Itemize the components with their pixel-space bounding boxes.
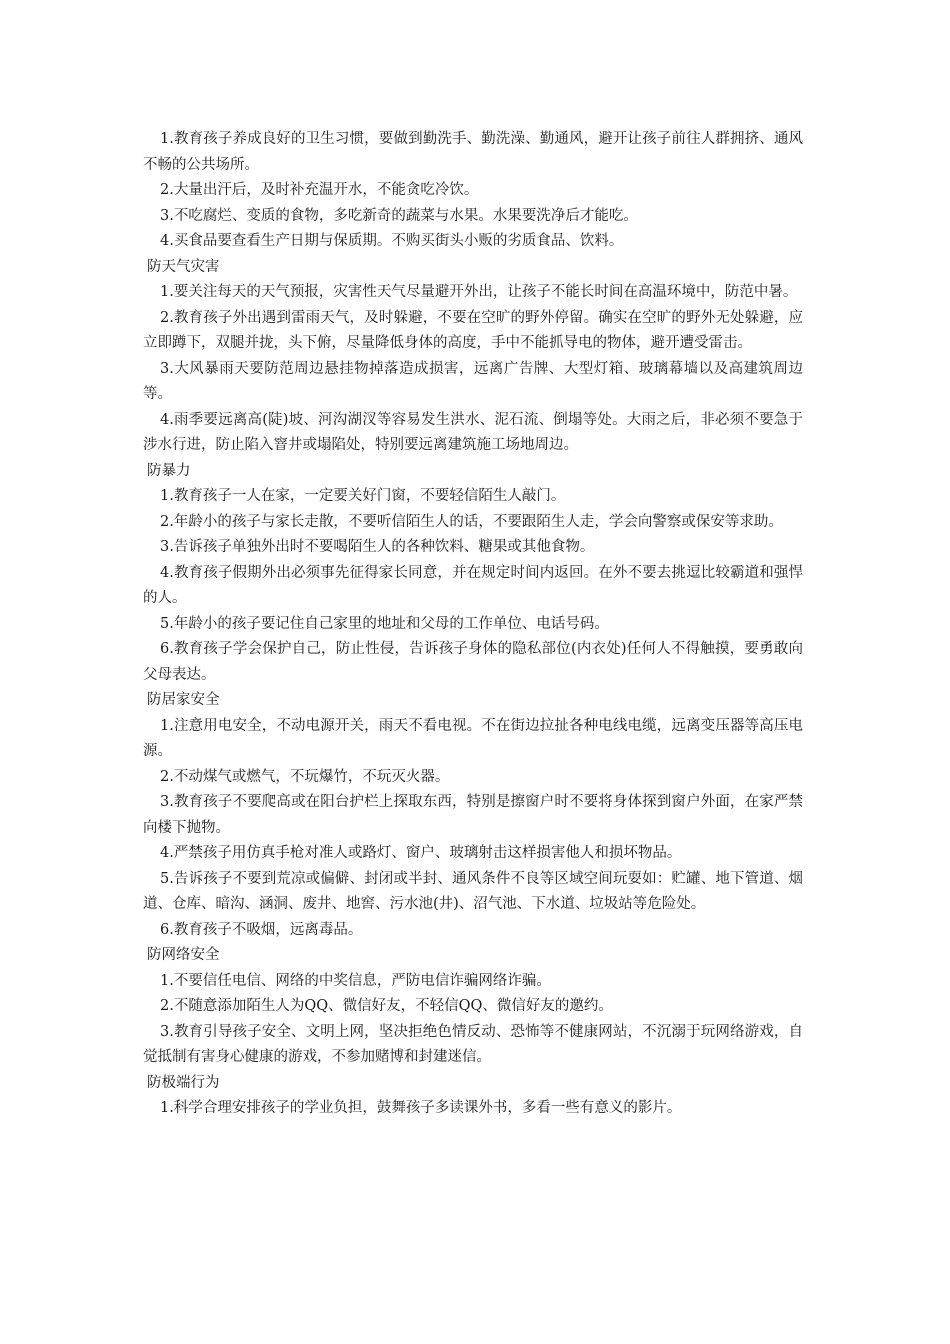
paragraph: 3.不吃腐烂、变质的食物，多吃新奇的蔬菜与水果。水果要洗净后才能吃。 xyxy=(160,207,638,224)
paragraph: 2.不随意添加陌生人为QQ、微信好友，不轻信QQ、微信好友的邀约。 xyxy=(160,998,613,1014)
paragraph: 3.大风暴雨天要防范周边悬挂物掉落造成损害，远离广告牌、大型灯箱、玻璃幕墙以及高建筑周边等。 xyxy=(143,360,803,402)
paragraph: 2.教育孩子外出遇到雷雨天气，及时躲避，不要在空旷的野外停留。确实在空旷的野外无处躲避，应立即蹲下，双腿并拢，头下俯，尽量降低身体的高度，手中不能抓导电的物体，避开遭受雷击。 xyxy=(143,309,803,351)
paragraph: 2.不动煤气或燃气，不玩爆竹，不玩灭火器。 xyxy=(160,768,450,785)
paragraph: 1.不要信任电信、网络的中奖信息，严防电信诈骗网络诈骗。 xyxy=(160,972,551,989)
paragraph: 1.教育孩子一人在家，一定要关好门窗，不要轻信陌生人敲门。 xyxy=(160,488,566,504)
paragraph: 1.教育孩子养成良好的卫生习惯，要做到勤洗手、勤洗澡、勤通风，避开让孩子前往人群拥挤、通风不畅的公共场所。 xyxy=(143,131,803,173)
paragraph: 6.教育孩子学会保护自己，防止性侵，告诉孩子身体的隐私部位(内衣处)任何人不得触摸，要勇敢向父母表达。 xyxy=(143,641,803,683)
paragraph: 4.买食品要查看生产日期与保质期。不购买街头小贩的劣质食品、饮料。 xyxy=(160,233,624,249)
paragraph: 3.教育孩子不要爬高或在阳台护栏上探取东西，特别是擦窗户时不要将身体探到窗户外面，在家严禁向楼下抛物。 xyxy=(143,794,803,836)
paragraph: 4.严禁孩子用仿真手枪对准人或路灯、窗户、玻璃射击这样损害他人和损坏物品。 xyxy=(160,845,682,861)
paragraph: 3.告诉孩子单独外出时不要喝陌生人的各种饮料、糖果或其他食物。 xyxy=(160,539,595,555)
section-heading: 防天气灾害 xyxy=(147,258,220,275)
paragraph: 2.大量出汗后，及时补充温开水，不能贪吃冷饮。 xyxy=(160,182,479,198)
section-heading: 防网络安全 xyxy=(147,947,220,963)
paragraph: 3.教育引导孩子安全、文明上网，坚决拒绝色情反动、恐怖等不健康网站，不沉溺于玩网络游戏，自觉抵制有害身心健康的游戏，不参加赌博和封建迷信。 xyxy=(143,1023,803,1065)
section-heading: 防暴力 xyxy=(147,462,191,479)
paragraph: 4.雨季要远离高(陡)坡、河沟湖汊等容易发生洪水、泥石流、倒塌等处。大雨之后，非必须不要急于涉水行进，防止陷入窨井或塌陷处，特别要远离建筑施工场地周边。 xyxy=(143,411,803,453)
paragraph: 4.教育孩子假期外出必须事先征得家长同意，并在规定时间内返回。在外不要去挑逗比较霸道和强悍的人。 xyxy=(143,564,803,606)
paragraph: 5.告诉孩子不要到荒凉或偏僻、封闭或半封、通风条件不良等区域空间玩耍如：贮罐、地下管道、烟道、仓库、暗沟、涵洞、废井、地窖、污水池(井)、沼气池、下水道、垃圾站等危险处。 xyxy=(143,870,803,912)
paragraph: 1.注意用电安全，不动电源开关，雨天不看电视。不在街边拉扯各种电线电缆，远离变压器等高压电源。 xyxy=(143,717,803,759)
paragraph: 2.年龄小的孩子与家长走散，不要听信陌生人的话，不要跟陌生人走，学会向警察或保安等求助。 xyxy=(160,513,783,530)
paragraph: 1.要关注每天的天气预报，灾害性天气尽量避开外出，让孩子不能长时间在高温环境中，防范中暑。 xyxy=(160,284,798,300)
paragraph: 5.年龄小的孩子要记住自己家里的地址和父母的工作单位、电话号码。 xyxy=(160,615,609,632)
section-heading: 防居家安全 xyxy=(147,692,220,708)
paragraph: 6.教育孩子不吸烟，远离毒品。 xyxy=(160,921,363,938)
paragraph: 1.科学合理安排孩子的学业负担，鼓舞孩子多读课外书，多看一些有意义的影片。 xyxy=(160,1100,682,1116)
section-heading: 防极端行为 xyxy=(147,1074,220,1091)
document-body xyxy=(143,127,803,1122)
